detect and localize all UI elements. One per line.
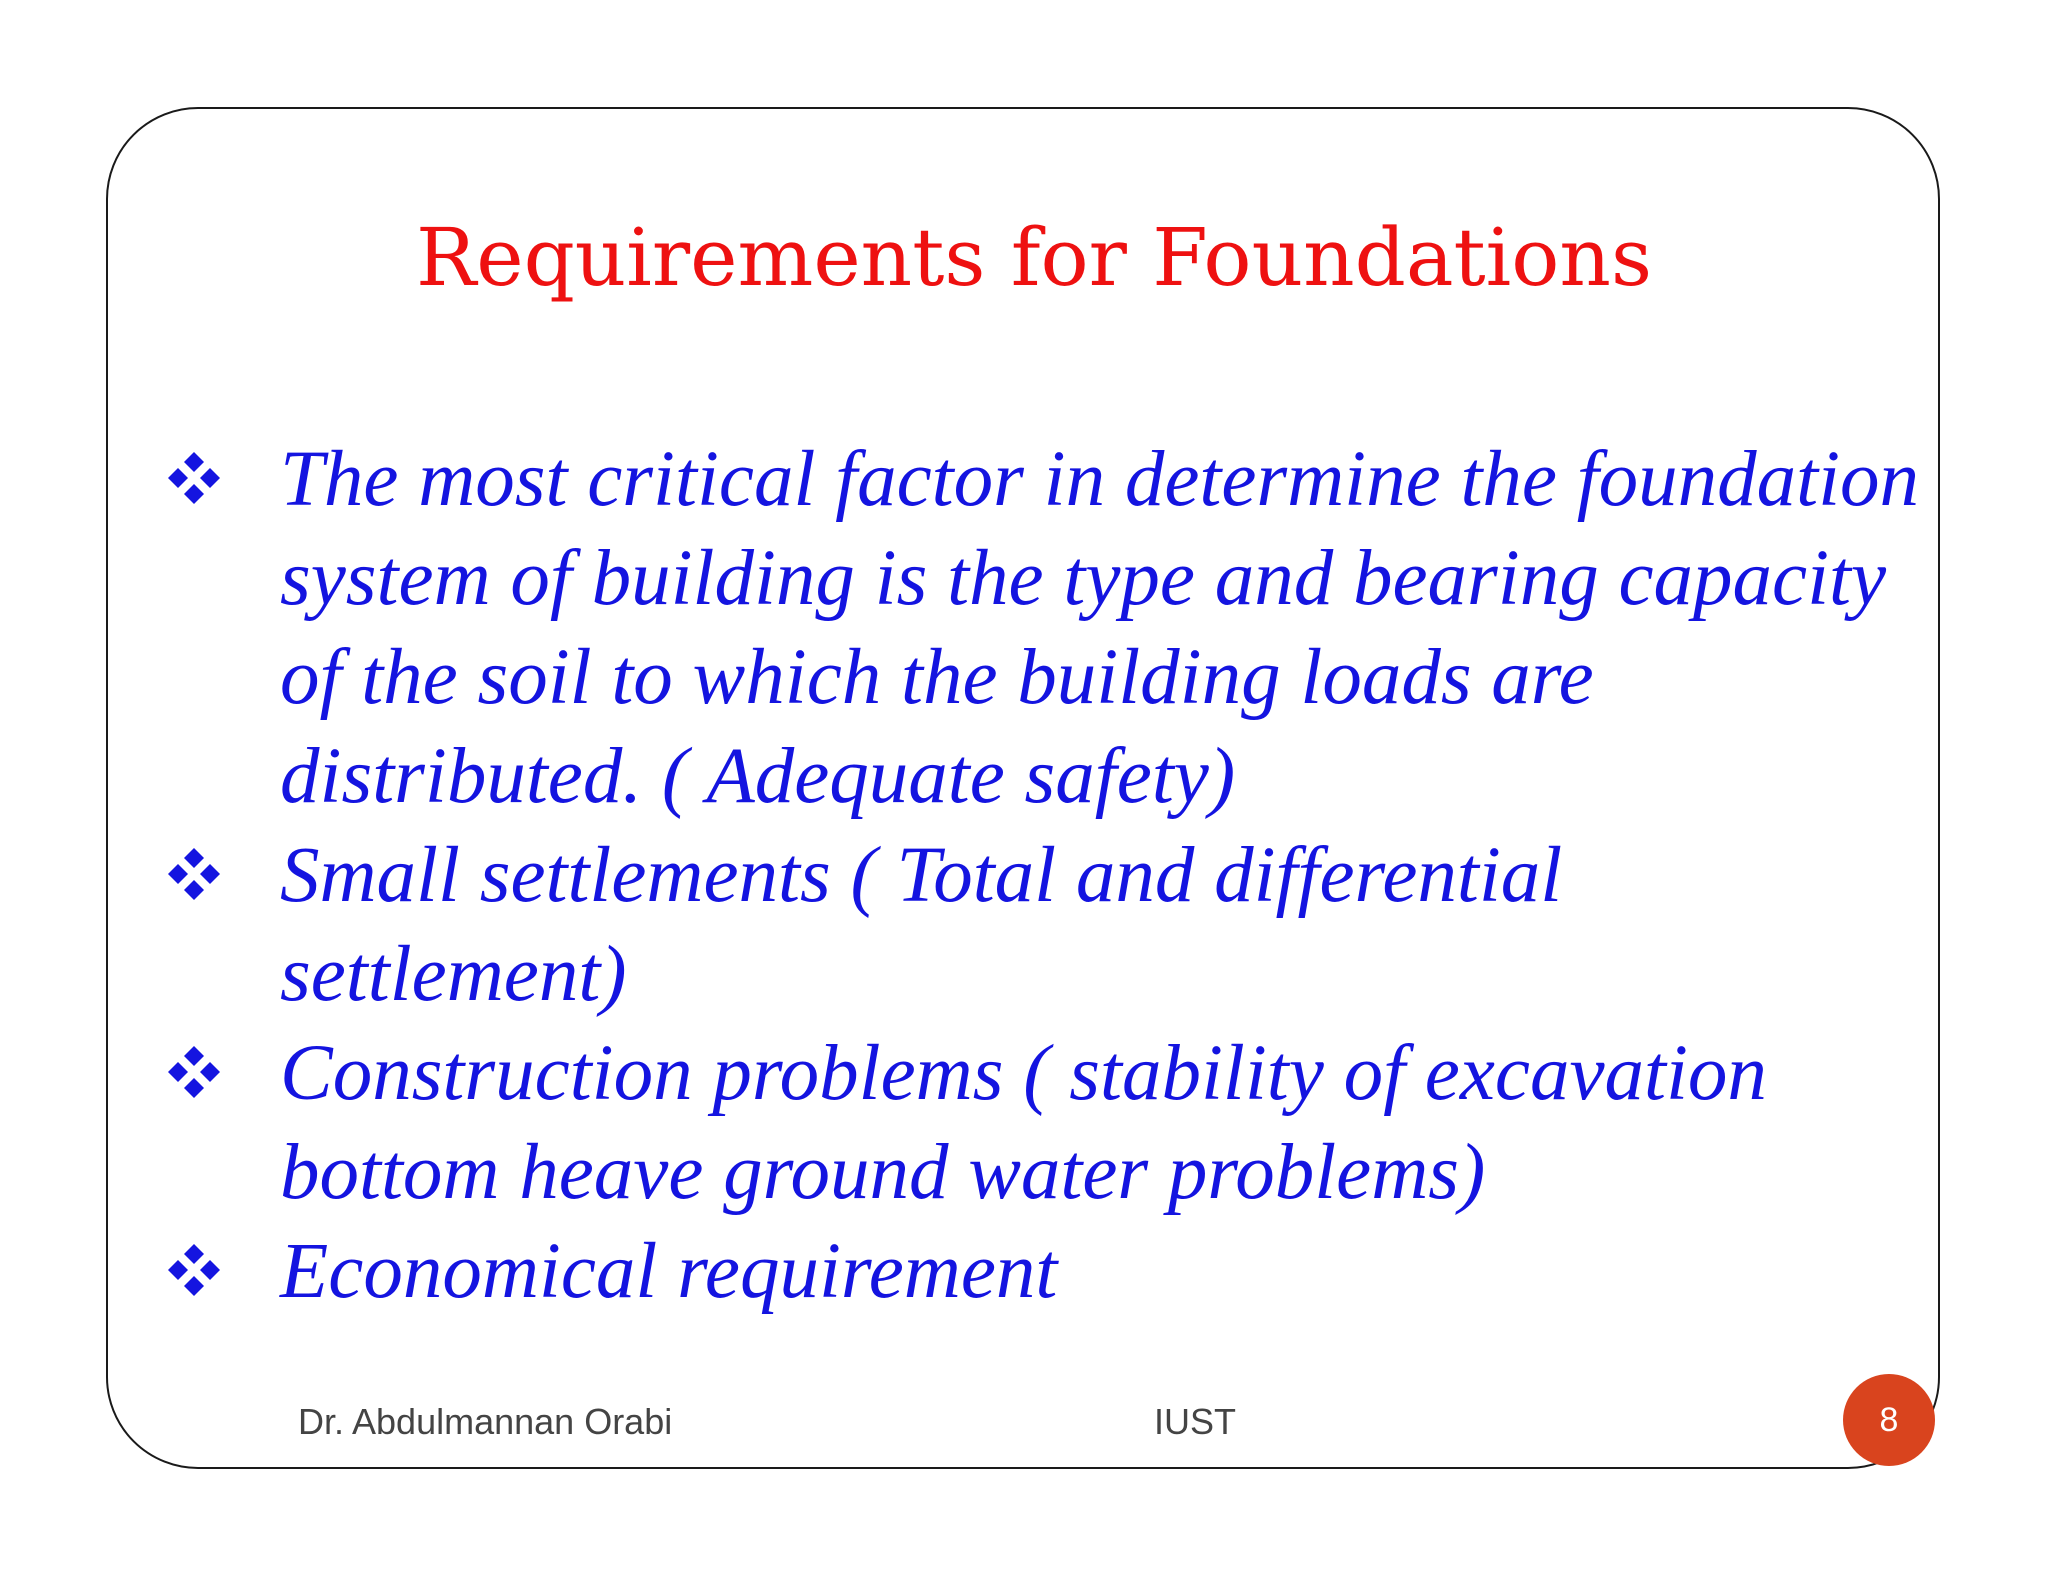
bullet-line: of the soil to which the building loads are (280, 634, 1594, 721)
footer-author: Dr. Abdulmannan Orabi (298, 1401, 673, 1442)
bullet-line: Construction problems ( stability of excavation (280, 1030, 1767, 1117)
bullet-line: Small settlements ( Total and differential settlement) (280, 832, 1563, 1018)
bullet-line: bottom heave ground water problems) (280, 1129, 1486, 1216)
page-number-badge: 8 (1843, 1374, 1935, 1466)
four-diamond-bullet-icon (164, 448, 224, 508)
four-diamond-bullet-icon (164, 1240, 224, 1300)
bullet-item-settlements (160, 826, 1920, 1024)
bullet-line: system of building is the type and bearing capacity (280, 535, 1887, 622)
bullet-line: The most critical factor in determine the foundation (280, 436, 1920, 523)
bullet-item-economical (160, 1222, 1920, 1321)
slide-title: Requirements for Foundations (415, 211, 1652, 304)
bullet-item-construction-problems (160, 1024, 1920, 1222)
four-diamond-bullet-icon (164, 1042, 224, 1102)
bullet-line: distributed. ( Adequate safety) (280, 733, 1236, 820)
bullet-list (160, 430, 1920, 1321)
footer-organization: IUST (1154, 1401, 1237, 1442)
bullet-line: Economical requirement (280, 1228, 1058, 1315)
four-diamond-bullet-icon (164, 844, 224, 904)
bullet-item-soil-capacity (160, 430, 1920, 826)
